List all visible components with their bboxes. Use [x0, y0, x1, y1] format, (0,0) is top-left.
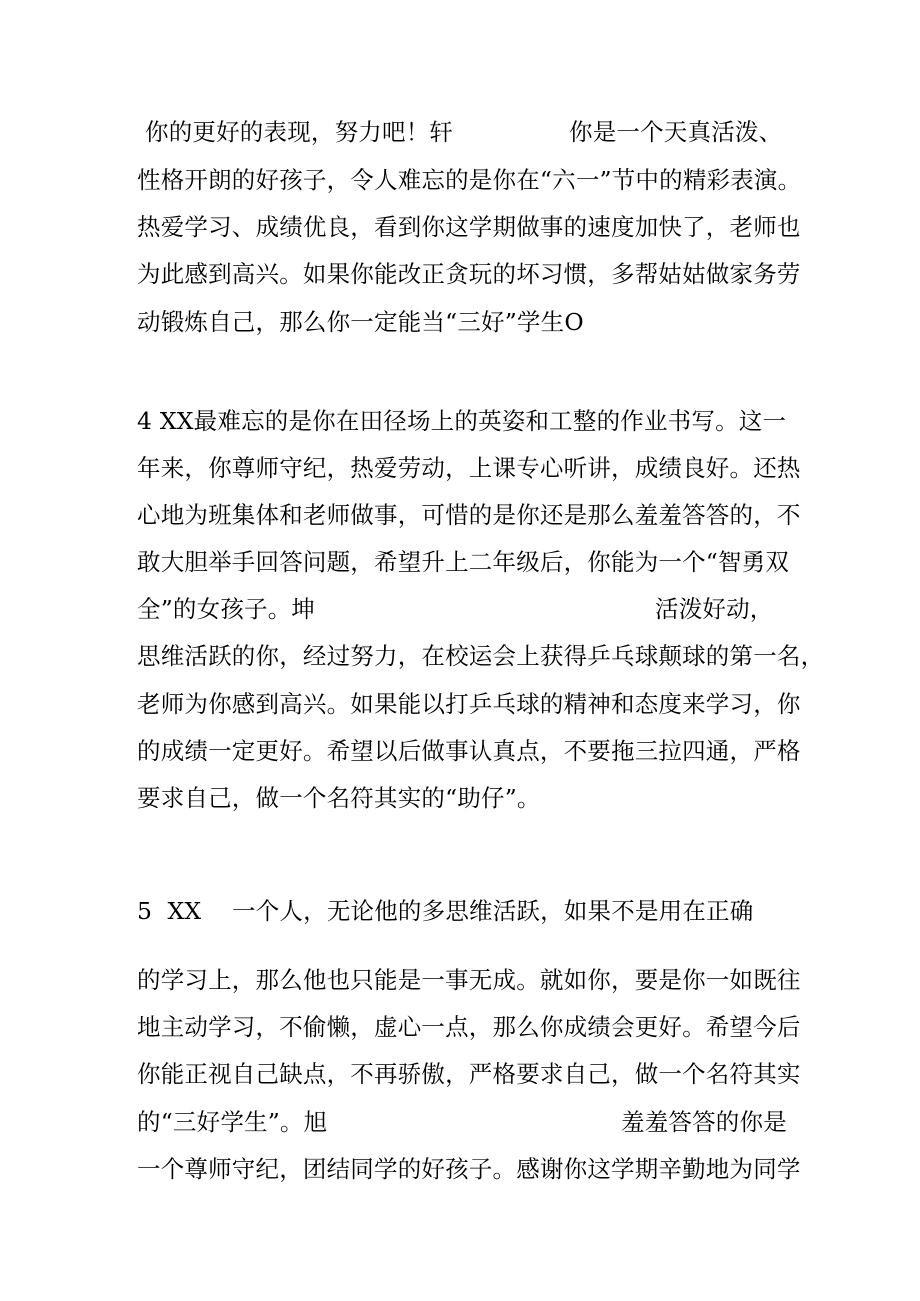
p3-line4: 你能正视自己缺点，不再骄傲，严格要求自己，做一个名符其实: [137, 1060, 801, 1088]
p2-line3: 心地为班集体和老师做事，可惜的是你还是那么羞羞答答的，不: [137, 501, 801, 529]
p3-line1: 5 XX 一个人，无论他的多思维活跃，如果不是用在正确: [137, 897, 754, 925]
p2-line9: 要求自己，做一个名符其实的“助仔”。: [137, 784, 541, 812]
p1-line1: [137, 116, 787, 148]
p3-line5-right: 羞羞答答的你是: [621, 1108, 787, 1136]
p3-line3: 地主动学习，不偷懒，虚心一点，那么你成绩会更好。希望今后: [137, 1013, 801, 1041]
p3-line5-left: 的“三好学生”。旭: [137, 1108, 328, 1136]
p2-line1: 4 XX最难忘的是你在田径场上的英姿和工整的作业书写。这一: [137, 407, 787, 435]
p3-line2: 的学习上，那么他也只能是一事无成。就如你，要是你一如既往: [137, 966, 801, 994]
p2-line5: [137, 593, 797, 625]
p1-line1-left: 你的更好的表现，努力吧！轩: [145, 118, 454, 146]
p3-line6: 一个尊师守纪，团结同学的好孩子。感谢你这学期辛勤地为同学: [137, 1155, 801, 1183]
p2-line5-right: 活泼好动，: [655, 595, 774, 623]
p1-line5: 动锻炼自己，那么你一定能当“三好”学生O: [137, 308, 584, 336]
p2-line6: 思维活跃的你，经过努力，在校运会上获得乒乓球颠球的第一名，: [137, 642, 825, 670]
p1-line2: 性格开朗的好孩子，令人难忘的是你在“六一”节中的精彩表演。: [137, 166, 802, 194]
p2-line4: 敢大胆举手回答问题，希望升上二年级后，你能为一个“智勇双: [137, 548, 790, 576]
p2-line2: 年来，你尊师守纪，热爱劳动，上课专心听讲，成绩良好。还热: [137, 454, 801, 482]
p2-line7: 老师为你感到高兴。如果能以打乒乓球的精神和态度来学习，你: [137, 690, 801, 718]
p1-line3: 热爱学习、成绩优良，看到你这学期做事的速度加快了，老师也: [137, 213, 801, 241]
p1-line1-right: 你是一个天真活泼、: [569, 118, 783, 146]
p1-line4: 为此感到高兴。如果你能改正贪玩的坏习惯，多帮姑姑做家务劳: [137, 260, 801, 288]
p3-line5: [137, 1106, 797, 1138]
p2-line8: 的成绩一定更好。希望以后做事认真点，不要拖三拉四通，严格: [137, 737, 801, 765]
p2-line5-left: 全”的女孩子。坤: [137, 595, 316, 623]
